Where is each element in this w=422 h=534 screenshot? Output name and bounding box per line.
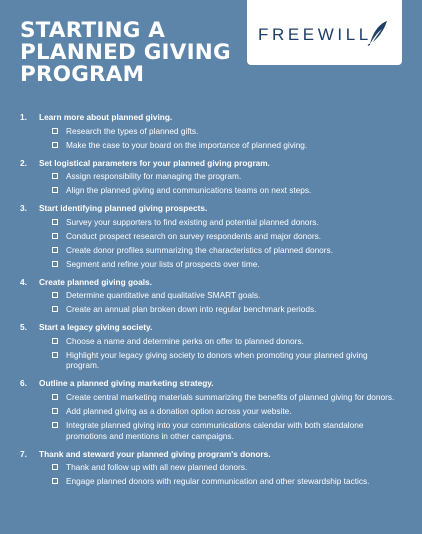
checkbox-icon bbox=[52, 233, 58, 239]
item-text: Create an annual plan broken down into regular benchmark periods. bbox=[66, 304, 317, 315]
checkbox-icon bbox=[52, 352, 58, 358]
section bbox=[20, 203, 400, 269]
item-text: Conduct prospect research on survey respondents and major donors. bbox=[66, 230, 322, 241]
section-number: 1. bbox=[20, 112, 27, 122]
item-text: Integrate planned giving into your communications calendar with both standalone promotions and mentions in other campaigns. bbox=[66, 419, 364, 441]
section-heading bbox=[20, 112, 400, 123]
checklist-item bbox=[52, 259, 400, 270]
checkbox-icon bbox=[52, 219, 58, 225]
checkbox-icon bbox=[52, 142, 58, 148]
section-title: Thank and steward your planned giving program's donors. bbox=[39, 448, 271, 459]
item-text: Create central marketing materials summarizing the benefits of planned giving for donors. bbox=[66, 391, 395, 402]
checklist bbox=[20, 112, 400, 494]
feather-icon bbox=[367, 20, 389, 46]
checkbox-icon bbox=[52, 422, 58, 428]
item-text: Make the case to your board on the importance of planned giving. bbox=[66, 139, 308, 150]
section-number: 2. bbox=[20, 157, 27, 168]
checklist-item bbox=[52, 462, 400, 473]
section bbox=[20, 277, 400, 315]
section-number: 3. bbox=[20, 203, 27, 214]
checkbox-icon bbox=[52, 306, 58, 312]
item-text: Determine quantitative and qualitative SMART goals. bbox=[66, 290, 261, 301]
title-line: PLANNED GIVING bbox=[20, 40, 231, 65]
logo-text: FREEWILL bbox=[258, 25, 372, 44]
checkbox-icon bbox=[52, 292, 58, 298]
checkbox-icon bbox=[52, 128, 58, 134]
section-heading bbox=[20, 322, 400, 333]
section-heading bbox=[20, 158, 400, 169]
item-text: Create donor profiles summarizing the characteristics of planned donors. bbox=[66, 244, 334, 255]
section-number: 6. bbox=[20, 378, 27, 389]
checklist-item bbox=[52, 140, 400, 151]
checklist-item bbox=[52, 231, 400, 242]
item-text: Segment and refine your lists of prospects over time. bbox=[66, 258, 260, 269]
checkbox-icon bbox=[52, 187, 58, 193]
item-text: Choose a name and determine perks on offer to planned donors. bbox=[66, 335, 304, 346]
checklist-item bbox=[52, 350, 400, 371]
section-heading bbox=[20, 203, 400, 214]
checklist-item bbox=[52, 336, 400, 347]
checklist-item bbox=[52, 126, 400, 137]
checkbox-icon bbox=[52, 173, 58, 179]
section-heading bbox=[20, 277, 400, 288]
checkbox-icon bbox=[52, 261, 58, 267]
section-title: Start a legacy giving society. bbox=[39, 322, 153, 333]
item-text: Highlight your legacy giving society to donors when promoting your planned giving program. bbox=[66, 349, 368, 371]
section-number: 7. bbox=[20, 448, 27, 459]
checkbox-icon bbox=[52, 338, 58, 344]
checklist-item bbox=[52, 406, 400, 417]
checklist-item bbox=[52, 290, 400, 301]
checklist-item bbox=[52, 185, 400, 196]
section bbox=[20, 378, 400, 441]
checkbox-icon bbox=[52, 408, 58, 414]
checkbox-icon bbox=[52, 464, 58, 470]
section-title: Outline a planned giving marketing strategy. bbox=[39, 378, 214, 389]
section bbox=[20, 449, 400, 487]
section-number: 4. bbox=[20, 276, 27, 287]
item-text: Add planned giving as a donation option across your website. bbox=[66, 405, 292, 416]
checkbox-icon bbox=[52, 394, 58, 400]
checklist-item bbox=[52, 171, 400, 182]
page-title bbox=[20, 20, 231, 86]
checklist-item bbox=[52, 392, 400, 403]
checklist-item bbox=[52, 245, 400, 256]
item-text: Assign responsibility for managing the program. bbox=[66, 171, 242, 182]
section-number: 5. bbox=[20, 322, 27, 333]
checklist-item bbox=[52, 217, 400, 228]
section-heading bbox=[20, 378, 400, 389]
freewill-logo bbox=[247, 0, 402, 65]
item-text: Research the types of planned gifts. bbox=[66, 125, 199, 136]
section-title: Learn more about planned giving. bbox=[39, 112, 173, 122]
title-line: PROGRAM bbox=[20, 62, 145, 87]
section-heading bbox=[20, 449, 400, 460]
item-text: Survey your supporters to find existing and potential planned donors. bbox=[66, 216, 319, 227]
checkbox-icon bbox=[52, 478, 58, 484]
checklist-item bbox=[52, 476, 400, 487]
checklist-item bbox=[52, 304, 400, 315]
item-text: Align the planned giving and communications teams on next steps. bbox=[66, 185, 312, 196]
checklist-item bbox=[52, 420, 400, 441]
checkbox-icon bbox=[52, 247, 58, 253]
item-text: Engage planned donors with regular communication and other stewardship tactics. bbox=[66, 476, 370, 487]
title-line: STARTING A bbox=[20, 18, 166, 43]
section-title: Start identifying planned giving prospects. bbox=[39, 203, 208, 214]
section bbox=[20, 158, 400, 196]
section-title: Create planned giving goals. bbox=[39, 276, 152, 287]
section bbox=[20, 112, 400, 150]
section bbox=[20, 322, 400, 371]
item-text: Thank and follow up with all new planned donors. bbox=[66, 462, 248, 473]
section-title: Set logistical parameters for your planned giving program. bbox=[39, 157, 270, 168]
